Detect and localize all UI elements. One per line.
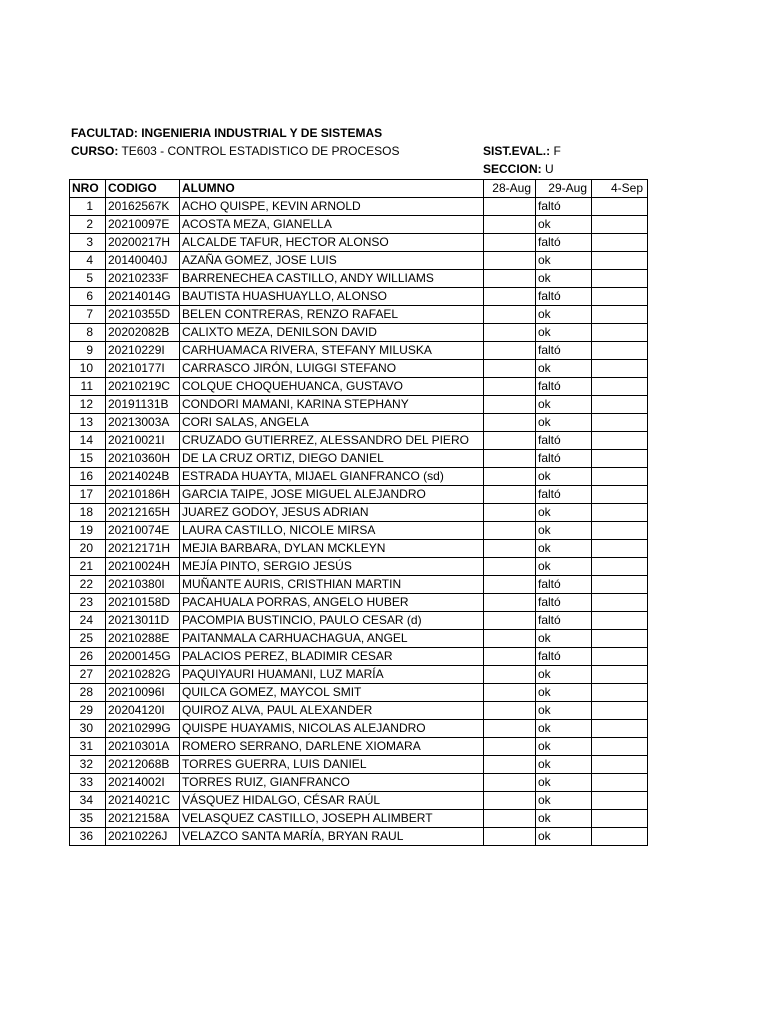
codigo-cell: 20210233F xyxy=(106,270,180,288)
attendance-4-sep-cell xyxy=(592,792,648,810)
table-row xyxy=(70,234,648,252)
alumno-cell: TORRES GUERRA, LUIS DANIEL xyxy=(180,756,484,774)
attendance-29-aug-cell: faltó xyxy=(536,648,592,666)
faculty-title: FACULTAD: INGENIERIA INDUSTRIAL Y DE SISTEMAS xyxy=(71,126,383,140)
attendance-29-aug-cell: ok xyxy=(536,702,592,720)
codigo-cell: 20191131B xyxy=(106,396,180,414)
attendance-4-sep-cell xyxy=(592,234,648,252)
table-row xyxy=(70,450,648,468)
attendance-28-aug-cell xyxy=(484,486,536,504)
nro-cell: 16 xyxy=(70,468,106,486)
nro-cell: 33 xyxy=(70,774,106,792)
attendance-28-aug-cell xyxy=(484,270,536,288)
attendance-4-sep-cell xyxy=(592,396,648,414)
attendance-4-sep-cell xyxy=(592,486,648,504)
attendance-4-sep-cell xyxy=(592,270,648,288)
nro-cell: 11 xyxy=(70,378,106,396)
attendance-28-aug-cell xyxy=(484,504,536,522)
alumno-cell: BARRENECHEA CASTILLO, ANDY WILLIAMS xyxy=(180,270,484,288)
alumno-cell: PALACIOS PEREZ, BLADIMIR CESAR xyxy=(180,648,484,666)
nro-cell: 31 xyxy=(70,738,106,756)
alumno-cell: PACAHUALA PORRAS, ANGELO HUBER xyxy=(180,594,484,612)
table-row xyxy=(70,288,648,306)
codigo-cell: 20212165H xyxy=(106,504,180,522)
alumno-cell: JUAREZ GODOY, JESUS ADRIAN xyxy=(180,504,484,522)
column-header-date-2: 29-Aug xyxy=(536,180,592,198)
attendance-29-aug-cell: faltó xyxy=(536,450,592,468)
attendance-29-aug-cell: ok xyxy=(536,216,592,234)
attendance-28-aug-cell xyxy=(484,234,536,252)
attendance-28-aug-cell xyxy=(484,666,536,684)
alumno-cell: MEJIA BARBARA, DYLAN MCKLEYN xyxy=(180,540,484,558)
codigo-cell: 20213003A xyxy=(106,414,180,432)
codigo-cell: 20210158D xyxy=(106,594,180,612)
nro-cell: 29 xyxy=(70,702,106,720)
alumno-cell: BELEN CONTRERAS, RENZO RAFAEL xyxy=(180,306,484,324)
nro-cell: 28 xyxy=(70,684,106,702)
attendance-29-aug-cell: ok xyxy=(536,306,592,324)
table-row xyxy=(70,648,648,666)
attendance-4-sep-cell xyxy=(592,612,648,630)
attendance-29-aug-cell: ok xyxy=(536,504,592,522)
column-header-date-1: 28-Aug xyxy=(484,180,536,198)
attendance-29-aug-cell: ok xyxy=(536,396,592,414)
table-row xyxy=(70,756,648,774)
codigo-cell: 20212171H xyxy=(106,540,180,558)
eval-system-label: SIST.EVAL.: xyxy=(483,144,551,158)
attendance-4-sep-cell xyxy=(592,756,648,774)
table-row xyxy=(70,396,648,414)
attendance-4-sep-cell xyxy=(592,198,648,216)
nro-cell: 3 xyxy=(70,234,106,252)
column-header-codigo: CODIGO xyxy=(106,180,180,198)
table-row xyxy=(70,666,648,684)
codigo-cell: 20200145G xyxy=(106,648,180,666)
attendance-28-aug-cell xyxy=(484,522,536,540)
nro-cell: 18 xyxy=(70,504,106,522)
section-value: U xyxy=(545,162,554,176)
nro-cell: 19 xyxy=(70,522,106,540)
attendance-29-aug-cell: ok xyxy=(536,666,592,684)
alumno-cell: PAITANMALA CARHUACHAGUA, ANGEL xyxy=(180,630,484,648)
table-row xyxy=(70,342,648,360)
alumno-cell: ESTRADA HUAYTA, MIJAEL GIANFRANCO (sd) xyxy=(180,468,484,486)
table-row xyxy=(70,594,648,612)
nro-cell: 20 xyxy=(70,540,106,558)
attendance-28-aug-cell xyxy=(484,396,536,414)
codigo-cell: 20214002I xyxy=(106,774,180,792)
table-row xyxy=(70,486,648,504)
attendance-4-sep-cell xyxy=(592,666,648,684)
eval-system-value: F xyxy=(553,144,561,158)
attendance-4-sep-cell xyxy=(592,360,648,378)
nro-cell: 6 xyxy=(70,288,106,306)
attendance-4-sep-cell xyxy=(592,378,648,396)
attendance-29-aug-cell: ok xyxy=(536,324,592,342)
attendance-28-aug-cell xyxy=(484,612,536,630)
alumno-cell: PAQUIYAURI HUAMANI, LUZ MARÍA xyxy=(180,666,484,684)
alumno-cell: QUIROZ ALVA, PAUL ALEXANDER xyxy=(180,702,484,720)
alumno-cell: ACOSTA MEZA, GIANELLA xyxy=(180,216,484,234)
table-row xyxy=(70,558,648,576)
table-row xyxy=(70,612,648,630)
attendance-4-sep-cell xyxy=(592,648,648,666)
column-header-date-3: 4-Sep xyxy=(592,180,648,198)
nro-cell: 27 xyxy=(70,666,106,684)
course-line xyxy=(71,142,400,160)
attendance-4-sep-cell xyxy=(592,252,648,270)
attendance-4-sep-cell xyxy=(592,342,648,360)
codigo-cell: 20212068B xyxy=(106,756,180,774)
codigo-cell: 20140040J xyxy=(106,252,180,270)
attendance-28-aug-cell xyxy=(484,252,536,270)
nro-cell: 23 xyxy=(70,594,106,612)
attendance-29-aug-cell: ok xyxy=(536,792,592,810)
attendance-29-aug-cell: ok xyxy=(536,630,592,648)
attendance-28-aug-cell xyxy=(484,468,536,486)
alumno-cell: PACOMPIA BUSTINCIO, PAULO CESAR (d) xyxy=(180,612,484,630)
attendance-29-aug-cell: faltó xyxy=(536,594,592,612)
table-row xyxy=(70,540,648,558)
alumno-cell: QUILCA GOMEZ, MAYCOL SMIT xyxy=(180,684,484,702)
alumno-cell: MEJÍA PINTO, SERGIO JESÚS xyxy=(180,558,484,576)
alumno-cell: BAUTISTA HUASHUAYLLO, ALONSO xyxy=(180,288,484,306)
attendance-28-aug-cell xyxy=(484,198,536,216)
nro-cell: 21 xyxy=(70,558,106,576)
attendance-28-aug-cell xyxy=(484,324,536,342)
table-row xyxy=(70,702,648,720)
nro-cell: 24 xyxy=(70,612,106,630)
attendance-29-aug-cell: faltó xyxy=(536,198,592,216)
column-header-nro: NRO xyxy=(70,180,106,198)
attendance-28-aug-cell xyxy=(484,594,536,612)
table-row xyxy=(70,306,648,324)
section-line xyxy=(483,160,554,178)
nro-cell: 22 xyxy=(70,576,106,594)
codigo-cell: 20210301A xyxy=(106,738,180,756)
attendance-4-sep-cell xyxy=(592,432,648,450)
alumno-cell: TORRES RUIZ, GIANFRANCO xyxy=(180,774,484,792)
attendance-28-aug-cell xyxy=(484,342,536,360)
nro-cell: 12 xyxy=(70,396,106,414)
codigo-cell: 20214014G xyxy=(106,288,180,306)
attendance-4-sep-cell xyxy=(592,288,648,306)
course-value: TE603 - CONTROL ESTADISTICO DE PROCESOS xyxy=(121,144,400,158)
table-row xyxy=(70,504,648,522)
alumno-cell: ACHO QUISPE, KEVIN ARNOLD xyxy=(180,198,484,216)
attendance-29-aug-cell: ok xyxy=(536,522,592,540)
alumno-cell: CALIXTO MEZA, DENILSON DAVID xyxy=(180,324,484,342)
codigo-cell: 20162567K xyxy=(106,198,180,216)
table-row xyxy=(70,216,648,234)
attendance-29-aug-cell: ok xyxy=(536,540,592,558)
attendance-4-sep-cell xyxy=(592,540,648,558)
attendance-4-sep-cell xyxy=(592,522,648,540)
table-row xyxy=(70,684,648,702)
attendance-29-aug-cell: ok xyxy=(536,558,592,576)
attendance-29-aug-cell: ok xyxy=(536,720,592,738)
attendance-4-sep-cell xyxy=(592,702,648,720)
attendance-4-sep-cell xyxy=(592,324,648,342)
attendance-29-aug-cell: ok xyxy=(536,252,592,270)
table-row xyxy=(70,630,648,648)
nro-cell: 1 xyxy=(70,198,106,216)
attendance-4-sep-cell xyxy=(592,468,648,486)
attendance-4-sep-cell xyxy=(592,216,648,234)
table-row xyxy=(70,774,648,792)
alumno-cell: CRUZADO GUTIERREZ, ALESSANDRO DEL PIERO xyxy=(180,432,484,450)
table-row xyxy=(70,810,648,828)
attendance-28-aug-cell xyxy=(484,306,536,324)
alumno-cell: VELASQUEZ CASTILLO, JOSEPH ALIMBERT xyxy=(180,810,484,828)
codigo-cell: 20213011D xyxy=(106,612,180,630)
attendance-29-aug-cell: ok xyxy=(536,360,592,378)
nro-cell: 26 xyxy=(70,648,106,666)
attendance-28-aug-cell xyxy=(484,432,536,450)
table-row xyxy=(70,522,648,540)
attendance-28-aug-cell xyxy=(484,540,536,558)
attendance-28-aug-cell xyxy=(484,288,536,306)
nro-cell: 17 xyxy=(70,486,106,504)
codigo-cell: 20214021C xyxy=(106,792,180,810)
attendance-29-aug-cell: faltó xyxy=(536,486,592,504)
codigo-cell: 20210282G xyxy=(106,666,180,684)
alumno-cell: ALCALDE TAFUR, HECTOR ALONSO xyxy=(180,234,484,252)
codigo-cell: 20210024H xyxy=(106,558,180,576)
codigo-cell: 20210229I xyxy=(106,342,180,360)
codigo-cell: 20210074E xyxy=(106,522,180,540)
alumno-cell: CARHUAMACA RIVERA, STEFANY MILUSKA xyxy=(180,342,484,360)
attendance-29-aug-cell: ok xyxy=(536,756,592,774)
attendance-4-sep-cell xyxy=(592,504,648,522)
attendance-29-aug-cell: ok xyxy=(536,684,592,702)
codigo-cell: 20214024B xyxy=(106,468,180,486)
attendance-4-sep-cell xyxy=(592,450,648,468)
codigo-cell: 20210186H xyxy=(106,486,180,504)
attendance-4-sep-cell xyxy=(592,576,648,594)
table-row xyxy=(70,738,648,756)
attendance-29-aug-cell: faltó xyxy=(536,432,592,450)
table-row xyxy=(70,324,648,342)
nro-cell: 4 xyxy=(70,252,106,270)
attendance-28-aug-cell xyxy=(484,792,536,810)
nro-cell: 8 xyxy=(70,324,106,342)
attendance-28-aug-cell xyxy=(484,378,536,396)
attendance-28-aug-cell xyxy=(484,450,536,468)
attendance-29-aug-cell: ok xyxy=(536,738,592,756)
attendance-28-aug-cell xyxy=(484,810,536,828)
nro-cell: 15 xyxy=(70,450,106,468)
table-row xyxy=(70,468,648,486)
attendance-28-aug-cell xyxy=(484,648,536,666)
attendance-29-aug-cell: ok xyxy=(536,270,592,288)
table-row xyxy=(70,720,648,738)
attendance-28-aug-cell xyxy=(484,414,536,432)
attendance-29-aug-cell: faltó xyxy=(536,612,592,630)
attendance-28-aug-cell xyxy=(484,774,536,792)
nro-cell: 2 xyxy=(70,216,106,234)
codigo-cell: 20210021I xyxy=(106,432,180,450)
nro-cell: 34 xyxy=(70,792,106,810)
attendance-28-aug-cell xyxy=(484,702,536,720)
attendance-28-aug-cell xyxy=(484,216,536,234)
codigo-cell: 20210097E xyxy=(106,216,180,234)
codigo-cell: 20202082B xyxy=(106,324,180,342)
attendance-28-aug-cell xyxy=(484,630,536,648)
alumno-cell: VÁSQUEZ HIDALGO, CÉSAR RAÚL xyxy=(180,792,484,810)
nro-cell: 10 xyxy=(70,360,106,378)
attendance-29-aug-cell: faltó xyxy=(536,342,592,360)
codigo-cell: 20210380I xyxy=(106,576,180,594)
table-row xyxy=(70,432,648,450)
attendance-4-sep-cell xyxy=(592,306,648,324)
codigo-cell: 20212158A xyxy=(106,810,180,828)
alumno-cell: GARCIA TAIPE, JOSE MIGUEL ALEJANDRO xyxy=(180,486,484,504)
attendance-29-aug-cell: faltó xyxy=(536,288,592,306)
nro-cell: 5 xyxy=(70,270,106,288)
codigo-cell: 20210177I xyxy=(106,360,180,378)
attendance-29-aug-cell: ok xyxy=(536,468,592,486)
attendance-4-sep-cell xyxy=(592,630,648,648)
attendance-4-sep-cell xyxy=(592,810,648,828)
nro-cell: 13 xyxy=(70,414,106,432)
alumno-cell: LAURA CASTILLO, NICOLE MIRSA xyxy=(180,522,484,540)
table-row xyxy=(70,360,648,378)
alumno-cell: ROMERO SERRANO, DARLENE XIOMARA xyxy=(180,738,484,756)
table-row xyxy=(70,252,648,270)
attendance-28-aug-cell xyxy=(484,684,536,702)
course-label: CURSO: xyxy=(71,144,119,158)
codigo-cell: 20210360H xyxy=(106,450,180,468)
alumno-cell: DE LA CRUZ ORTIZ, DIEGO DANIEL xyxy=(180,450,484,468)
attendance-28-aug-cell xyxy=(484,828,536,846)
attendance-29-aug-cell: ok xyxy=(536,774,592,792)
codigo-cell: 20210219C xyxy=(106,378,180,396)
nro-cell: 36 xyxy=(70,828,106,846)
alumno-cell: CORI SALAS, ANGELA xyxy=(180,414,484,432)
attendance-28-aug-cell xyxy=(484,756,536,774)
attendance-4-sep-cell xyxy=(592,774,648,792)
attendance-28-aug-cell xyxy=(484,576,536,594)
section-label: SECCION: xyxy=(483,162,542,176)
table-row xyxy=(70,414,648,432)
codigo-cell: 20204120I xyxy=(106,702,180,720)
nro-cell: 14 xyxy=(70,432,106,450)
attendance-4-sep-cell xyxy=(592,720,648,738)
alumno-cell: VELAZCO SANTA MARÍA, BRYAN RAUL xyxy=(180,828,484,846)
table-header-row xyxy=(70,180,648,198)
nro-cell: 35 xyxy=(70,810,106,828)
alumno-cell: QUISPE HUAYAMIS, NICOLAS ALEJANDRO xyxy=(180,720,484,738)
alumno-cell: AZAÑA GOMEZ, JOSE LUIS xyxy=(180,252,484,270)
table-row xyxy=(70,576,648,594)
attendance-29-aug-cell: ok xyxy=(536,414,592,432)
nro-cell: 7 xyxy=(70,306,106,324)
attendance-table xyxy=(69,179,648,846)
attendance-29-aug-cell: faltó xyxy=(536,576,592,594)
nro-cell: 9 xyxy=(70,342,106,360)
nro-cell: 25 xyxy=(70,630,106,648)
attendance-29-aug-cell: ok xyxy=(536,828,592,846)
attendance-28-aug-cell xyxy=(484,720,536,738)
codigo-cell: 20210355D xyxy=(106,306,180,324)
codigo-cell: 20210288E xyxy=(106,630,180,648)
table-row xyxy=(70,792,648,810)
alumno-cell: COLQUE CHOQUEHUANCA, GUSTAVO xyxy=(180,378,484,396)
attendance-4-sep-cell xyxy=(592,738,648,756)
codigo-cell: 20200217H xyxy=(106,234,180,252)
table-row xyxy=(70,378,648,396)
alumno-cell: CARRASCO JIRÓN, LUIGGI STEFANO xyxy=(180,360,484,378)
table-row xyxy=(70,270,648,288)
attendance-4-sep-cell xyxy=(592,594,648,612)
table-row xyxy=(70,828,648,846)
codigo-cell: 20210299G xyxy=(106,720,180,738)
attendance-29-aug-cell: faltó xyxy=(536,378,592,396)
attendance-29-aug-cell: faltó xyxy=(536,234,592,252)
alumno-cell: MUÑANTE AURIS, CRISTHIAN MARTIN xyxy=(180,576,484,594)
alumno-cell: CONDORI MAMANI, KARINA STEPHANY xyxy=(180,396,484,414)
attendance-4-sep-cell xyxy=(592,684,648,702)
table-row xyxy=(70,198,648,216)
nro-cell: 32 xyxy=(70,756,106,774)
attendance-29-aug-cell: ok xyxy=(536,810,592,828)
eval-system-line xyxy=(483,142,561,160)
codigo-cell: 20210226J xyxy=(106,828,180,846)
attendance-4-sep-cell xyxy=(592,828,648,846)
nro-cell: 30 xyxy=(70,720,106,738)
attendance-28-aug-cell xyxy=(484,360,536,378)
attendance-4-sep-cell xyxy=(592,558,648,576)
column-header-alumno: ALUMNO xyxy=(180,180,484,198)
attendance-28-aug-cell xyxy=(484,558,536,576)
codigo-cell: 20210096I xyxy=(106,684,180,702)
attendance-28-aug-cell xyxy=(484,738,536,756)
attendance-4-sep-cell xyxy=(592,414,648,432)
